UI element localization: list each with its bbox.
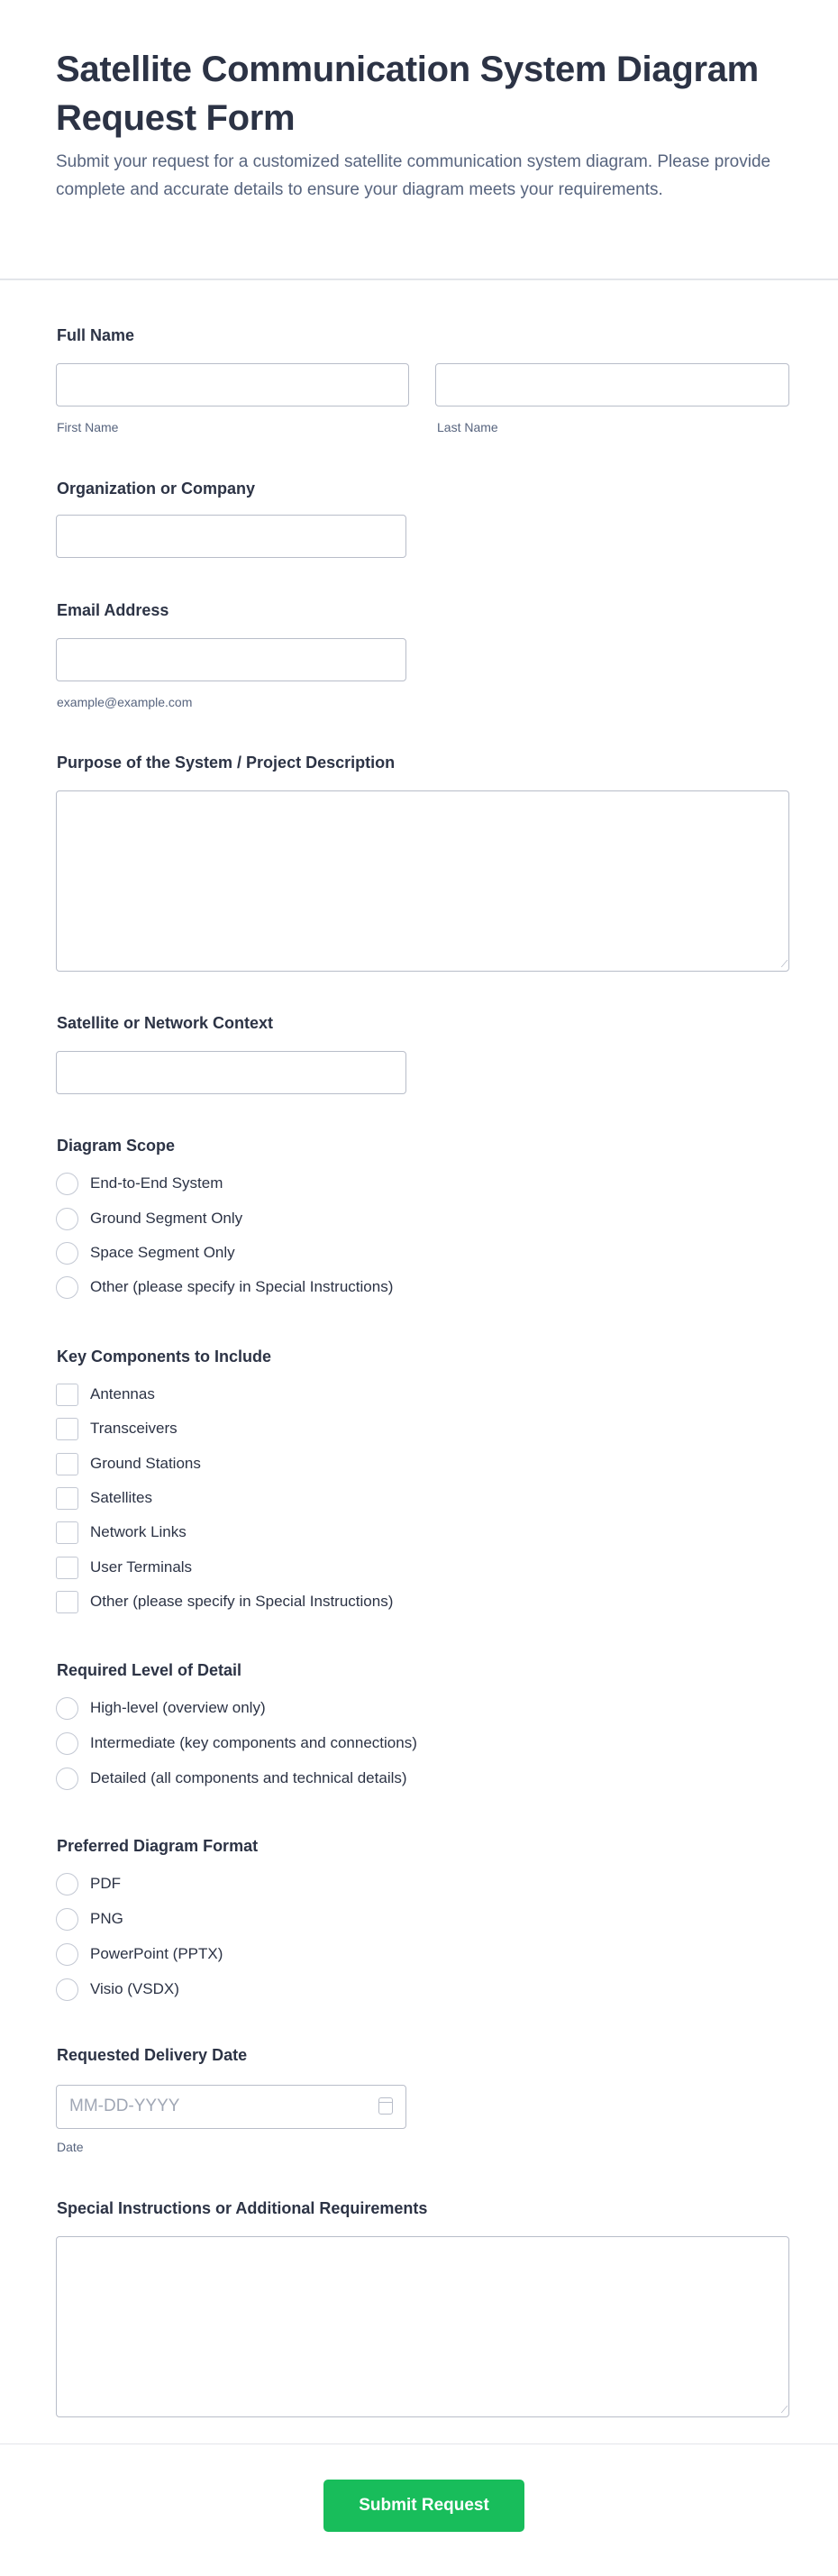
purpose-textarea[interactable] bbox=[56, 790, 789, 972]
date-sublabel: Date bbox=[57, 2140, 84, 2154]
scope-option[interactable] bbox=[56, 1275, 393, 1299]
option-label: Visio (VSDX) bbox=[90, 1980, 179, 1997]
first-name-input[interactable] bbox=[56, 363, 409, 406]
checkbox[interactable] bbox=[56, 1591, 78, 1613]
format-label: Preferred Diagram Format bbox=[57, 1837, 259, 1855]
component-option[interactable] bbox=[56, 1452, 201, 1475]
format-option[interactable] bbox=[56, 1978, 179, 2001]
option-label: End-to-End System bbox=[90, 1174, 223, 1192]
radio-button[interactable] bbox=[56, 1908, 78, 1931]
radio-button[interactable] bbox=[56, 1978, 78, 2001]
scope-label: Diagram Scope bbox=[57, 1137, 176, 1155]
detail-option[interactable] bbox=[56, 1696, 266, 1720]
radio-button[interactable] bbox=[56, 1943, 78, 1966]
component-option[interactable] bbox=[56, 1556, 192, 1579]
scope-option[interactable] bbox=[56, 1207, 242, 1230]
option-label: Other (please specify in Special Instructions) bbox=[90, 1593, 394, 1610]
first-name-sublabel: First Name bbox=[57, 420, 119, 434]
component-option[interactable] bbox=[56, 1590, 393, 1613]
option-label: Network Links bbox=[90, 1523, 187, 1540]
option-label: Space Segment Only bbox=[90, 1244, 235, 1261]
radio-button[interactable] bbox=[56, 1208, 78, 1230]
option-label: Ground Segment Only bbox=[90, 1210, 243, 1227]
submit-button[interactable]: Submit Request bbox=[323, 2480, 524, 2532]
checkbox[interactable] bbox=[56, 1453, 78, 1475]
radio-button[interactable] bbox=[56, 1276, 78, 1299]
component-option[interactable] bbox=[56, 1521, 187, 1544]
delivery-date-input[interactable] bbox=[56, 2085, 406, 2129]
option-label: High-level (overview only) bbox=[90, 1699, 266, 1716]
radio-button[interactable] bbox=[56, 1732, 78, 1755]
radio-button[interactable] bbox=[56, 1873, 78, 1895]
scope-option[interactable] bbox=[56, 1241, 235, 1265]
option-label: Other (please specify in Special Instructions) bbox=[90, 1278, 394, 1295]
context-input[interactable] bbox=[56, 1051, 406, 1094]
detail-option[interactable] bbox=[56, 1731, 417, 1755]
full-name-label: Full Name bbox=[57, 326, 135, 344]
format-option[interactable] bbox=[56, 1872, 121, 1895]
components-label: Key Components to Include bbox=[57, 1347, 272, 1366]
resize-handle-icon[interactable] bbox=[775, 960, 788, 967]
option-label: PNG bbox=[90, 1910, 123, 1927]
option-label: Ground Stations bbox=[90, 1455, 201, 1472]
component-option[interactable] bbox=[56, 1486, 152, 1510]
email-label: Email Address bbox=[57, 601, 169, 619]
checkbox[interactable] bbox=[56, 1418, 78, 1440]
option-label: User Terminals bbox=[90, 1558, 193, 1576]
detail-option[interactable] bbox=[56, 1767, 407, 1790]
format-option[interactable] bbox=[56, 1942, 223, 1966]
special-instructions-textarea[interactable] bbox=[56, 2236, 789, 2417]
format-option[interactable] bbox=[56, 1907, 123, 1931]
organization-label: Organization or Company bbox=[57, 480, 256, 498]
option-label: Intermediate (key components and connections) bbox=[90, 1734, 417, 1751]
option-label: Antennas bbox=[90, 1385, 155, 1402]
option-label: PDF bbox=[90, 1875, 121, 1892]
form-description: Submit your request for a customized satellite communication system diagram. Please provide complete and accurate details to ensure your diagram meets your requirements. bbox=[56, 152, 771, 199]
date-placeholder: MM-DD-YYYY bbox=[69, 2096, 180, 2115]
radio-button[interactable] bbox=[56, 1697, 78, 1720]
option-label: Satellites bbox=[90, 1489, 152, 1506]
organization-input[interactable] bbox=[56, 515, 406, 558]
option-label: Transceivers bbox=[90, 1420, 178, 1437]
last-name-input[interactable] bbox=[435, 363, 789, 406]
checkbox[interactable] bbox=[56, 1384, 78, 1406]
resize-handle-icon[interactable] bbox=[775, 2406, 788, 2413]
email-sublabel: example@example.com bbox=[57, 695, 193, 709]
component-option[interactable] bbox=[56, 1383, 155, 1406]
special-label: Special Instructions or Additional Requirements bbox=[57, 2199, 428, 2217]
last-name-sublabel: Last Name bbox=[437, 420, 498, 434]
scope-option[interactable] bbox=[56, 1172, 223, 1195]
radio-button[interactable] bbox=[56, 1768, 78, 1790]
checkbox[interactable] bbox=[56, 1557, 78, 1579]
calendar-icon[interactable] bbox=[378, 2097, 393, 2115]
checkbox[interactable] bbox=[56, 1487, 78, 1510]
radio-button[interactable] bbox=[56, 1242, 78, 1265]
purpose-label: Purpose of the System / Project Description bbox=[57, 754, 396, 772]
component-option[interactable] bbox=[56, 1417, 178, 1440]
detail-label: Required Level of Detail bbox=[57, 1661, 242, 1679]
option-label: PowerPoint (PPTX) bbox=[90, 1945, 223, 1962]
radio-button[interactable] bbox=[56, 1173, 78, 1195]
header-divider bbox=[0, 279, 838, 280]
delivery-date-label: Requested Delivery Date bbox=[57, 2046, 248, 2064]
context-label: Satellite or Network Context bbox=[57, 1014, 274, 1032]
checkbox[interactable] bbox=[56, 1521, 78, 1544]
email-input[interactable] bbox=[56, 638, 406, 681]
page-title: Satellite Communication System Diagram Request Form bbox=[56, 50, 759, 138]
option-label: Detailed (all components and technical details) bbox=[90, 1769, 407, 1786]
